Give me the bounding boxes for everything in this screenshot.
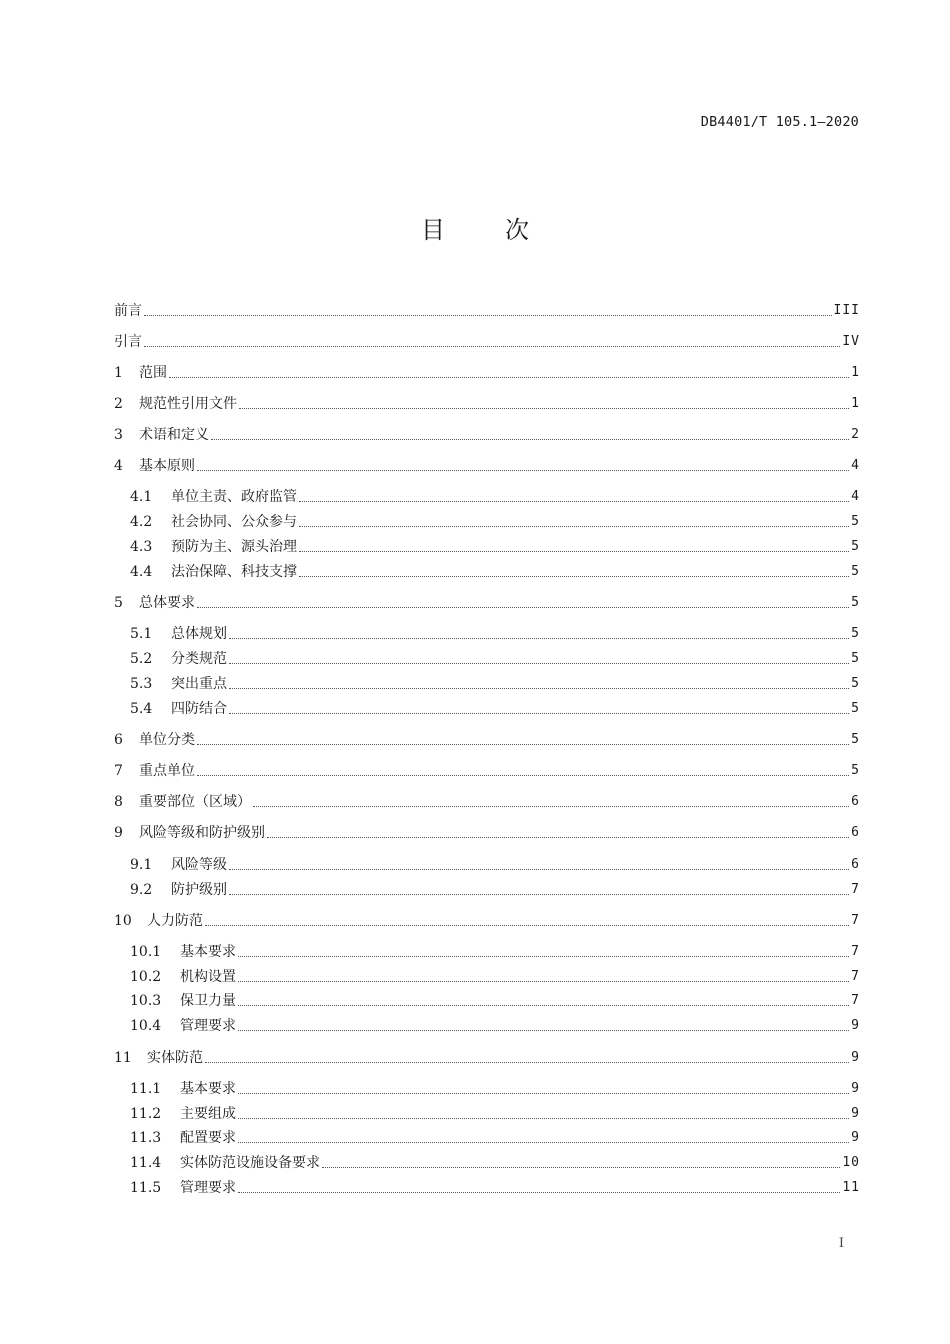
toc-entry-label: 规范性引用文件	[139, 396, 237, 412]
footer-page-number: I	[838, 1236, 844, 1251]
toc-entry-label: 社会协同、公众参与	[171, 514, 297, 530]
toc-entry-page: 5	[851, 676, 860, 691]
toc-entry-number: 11.1	[130, 1081, 162, 1097]
toc-entry-page: III	[833, 303, 860, 318]
toc-entry-page: 1	[851, 396, 860, 411]
toc-entry-label: 重要部位（区域）	[139, 794, 251, 810]
toc-dot-leader	[229, 688, 849, 689]
toc-entry[interactable]	[114, 792, 860, 812]
toc-entry-page: 5	[851, 626, 860, 641]
toc-entry[interactable]	[114, 593, 860, 613]
toc-dot-leader	[299, 551, 849, 552]
toc-entry[interactable]	[130, 1104, 860, 1124]
toc-dot-leader	[299, 526, 849, 527]
toc-entry[interactable]	[114, 425, 860, 445]
toc-entry-label: 单位主责、政府监管	[171, 489, 297, 505]
toc-entry[interactable]	[130, 1079, 860, 1099]
toc-dot-leader	[238, 1192, 840, 1193]
toc-entry[interactable]	[114, 301, 860, 321]
toc-entry-number: 10.3	[130, 993, 162, 1009]
toc-dot-leader	[253, 806, 849, 807]
toc-entry[interactable]	[130, 624, 860, 644]
toc-entry[interactable]	[130, 512, 860, 532]
toc-entry-label: 风险等级和防护级别	[139, 825, 265, 841]
toc-entry-page: 6	[851, 825, 860, 840]
toc-entry-label: 突出重点	[171, 676, 227, 692]
toc-entry-label: 管理要求	[180, 1180, 236, 1196]
toc-dot-leader	[299, 576, 849, 577]
toc-entry-page: 7	[851, 969, 860, 984]
toc-entry-page: 2	[851, 427, 860, 442]
toc-entry-page: 5	[851, 539, 860, 554]
toc-entry-label: 实体防范	[147, 1050, 203, 1066]
toc-entry-page: 7	[851, 882, 860, 897]
toc-entry-number: 4.2	[130, 514, 153, 530]
toc-dot-leader	[238, 1093, 849, 1094]
toc-entry-number: 11.4	[130, 1155, 162, 1171]
toc-entry-page: 9	[851, 1130, 860, 1145]
toc-entry-page: 4	[851, 489, 860, 504]
toc-entry[interactable]	[114, 363, 860, 383]
toc-dot-leader	[229, 869, 849, 870]
toc-dot-leader	[205, 1062, 849, 1063]
toc-entry-number: 5.1	[130, 626, 153, 642]
toc-entry-number: 9	[114, 825, 123, 841]
toc-entry-page: 1	[851, 365, 860, 380]
toc-dot-leader	[197, 744, 849, 745]
toc-entry-number: 10.4	[130, 1018, 162, 1034]
toc-entry-label: 单位分类	[139, 732, 195, 748]
toc-entry-page: 9	[851, 1106, 860, 1121]
toc-entry-label: 前言	[114, 303, 142, 319]
toc-dot-leader	[229, 894, 849, 895]
toc-entry-page: 5	[851, 595, 860, 610]
toc-entry-number: 11.3	[130, 1130, 162, 1146]
toc-entry-page: 4	[851, 458, 860, 473]
toc-dot-leader	[144, 315, 832, 316]
toc-dot-leader	[238, 1118, 849, 1119]
toc-entry-label: 基本原则	[139, 458, 195, 474]
toc-entry-page: 5	[851, 763, 860, 778]
toc-entry-number: 4.1	[130, 489, 153, 505]
toc-dot-leader	[267, 837, 849, 838]
toc-dot-leader	[211, 439, 849, 440]
toc-entry[interactable]	[130, 880, 860, 900]
toc-entry-label: 防护级别	[171, 882, 227, 898]
toc-dot-leader	[229, 713, 849, 714]
toc-entry[interactable]	[130, 1153, 860, 1173]
toc-entry[interactable]	[114, 1048, 860, 1068]
toc-entry-page: 9	[851, 1018, 860, 1033]
toc-entry[interactable]	[114, 456, 860, 476]
toc-entry-number: 10.2	[130, 969, 162, 985]
toc-entry-number: 9.1	[130, 857, 153, 873]
toc-entry-label: 管理要求	[180, 1018, 236, 1034]
toc-entry-number: 11.5	[130, 1180, 162, 1196]
toc-dot-leader	[205, 925, 849, 926]
page-title: 目次	[421, 216, 589, 244]
toc-entry[interactable]	[130, 1128, 860, 1148]
toc-entry-number: 2	[114, 396, 123, 412]
toc-entry-label: 法治保障、科技支撑	[171, 564, 297, 580]
toc-entry[interactable]	[130, 991, 860, 1011]
toc-entry-label: 机构设置	[180, 969, 236, 985]
toc-dot-leader	[238, 956, 849, 957]
toc-entry-number: 4	[114, 458, 123, 474]
toc-dot-leader	[238, 1142, 849, 1143]
toc-entry-label: 总体规划	[171, 626, 227, 642]
toc-entry-label: 人力防范	[147, 913, 203, 929]
toc-entry-page: 6	[851, 857, 860, 872]
toc-entry[interactable]	[130, 942, 860, 962]
toc-entry-page: 5	[851, 732, 860, 747]
toc-entry-label: 基本要求	[180, 944, 236, 960]
toc-entry[interactable]	[114, 394, 860, 414]
toc-entry-page: 5	[851, 651, 860, 666]
toc-entry[interactable]	[130, 674, 860, 694]
toc-entry[interactable]	[130, 855, 860, 875]
toc-dot-leader	[197, 607, 849, 608]
toc-entry-number: 6	[114, 732, 123, 748]
toc-entry-page: 5	[851, 701, 860, 716]
toc-entry-label: 基本要求	[180, 1081, 236, 1097]
toc-entry-number: 4.4	[130, 564, 153, 580]
toc-entry-label: 风险等级	[171, 857, 227, 873]
toc-entry-label: 四防结合	[171, 701, 227, 717]
toc-entry-label: 范围	[139, 365, 167, 381]
toc-dot-leader	[238, 981, 849, 982]
toc-entry-number: 5	[114, 595, 123, 611]
toc-entry-number: 11.2	[130, 1106, 162, 1122]
toc-entry[interactable]	[114, 761, 860, 781]
toc-entry-page: 7	[851, 993, 860, 1008]
toc-entry[interactable]	[114, 332, 860, 352]
toc-entry-label: 总体要求	[139, 595, 195, 611]
toc-entry-number: 5.4	[130, 701, 153, 717]
toc-entry-number: 3	[114, 427, 123, 443]
toc-entry-page: 11	[842, 1180, 860, 1195]
toc-entry[interactable]	[130, 967, 860, 987]
toc-entry-label: 实体防范设施设备要求	[180, 1155, 320, 1171]
toc-entry-page: 5	[851, 514, 860, 529]
toc-entry-page: 10	[842, 1155, 860, 1170]
toc-entry[interactable]	[114, 730, 860, 750]
toc-entry-number: 5.2	[130, 651, 153, 667]
toc-entry-label: 预防为主、源头治理	[171, 539, 297, 555]
toc-entry-label: 重点单位	[139, 763, 195, 779]
toc-entry-number: 5.3	[130, 676, 153, 692]
toc-entry-number: 10.1	[130, 944, 162, 960]
toc-entry-number: 1	[114, 365, 123, 381]
toc-dot-leader	[229, 638, 849, 639]
toc-entry-number: 10	[114, 913, 132, 929]
toc-entry-number: 8	[114, 794, 123, 810]
toc-entry-number: 9.2	[130, 882, 153, 898]
toc-dot-leader	[144, 346, 840, 347]
toc-entry[interactable]	[130, 1016, 860, 1036]
toc-entry[interactable]	[130, 699, 860, 719]
toc-entry-page: 7	[851, 913, 860, 928]
toc-dot-leader	[229, 663, 849, 664]
toc-entry-label: 引言	[114, 334, 142, 350]
toc-entry-label: 保卫力量	[180, 993, 236, 1009]
toc-entry-number: 7	[114, 763, 123, 779]
toc-entry[interactable]	[130, 649, 860, 669]
toc-entry-page: 5	[851, 564, 860, 579]
document-code: DB4401/T 105.1—2020	[700, 114, 859, 130]
toc-entry-label: 主要组成	[180, 1106, 236, 1122]
toc-entry-page: 6	[851, 794, 860, 809]
toc-entry[interactable]	[114, 911, 860, 931]
toc-entry-number: 4.3	[130, 539, 153, 555]
toc-entry[interactable]	[114, 823, 860, 843]
toc-dot-leader	[197, 775, 849, 776]
toc-dot-leader	[239, 408, 849, 409]
toc-entry[interactable]	[130, 537, 860, 557]
toc-dot-leader	[238, 1005, 849, 1006]
toc-entry-label: 术语和定义	[139, 427, 209, 443]
toc-entry[interactable]	[130, 562, 860, 582]
toc-dot-leader	[197, 470, 849, 471]
toc-entry-label: 配置要求	[180, 1130, 236, 1146]
toc-dot-leader	[299, 501, 849, 502]
toc-entry-page: 9	[851, 1050, 860, 1065]
toc-dot-leader	[238, 1030, 849, 1031]
toc-entry[interactable]	[130, 487, 860, 507]
toc-entry-page: 7	[851, 944, 860, 959]
toc-entry-page: IV	[842, 334, 860, 349]
toc-entry-page: 9	[851, 1081, 860, 1096]
toc-dot-leader	[322, 1167, 840, 1168]
toc-entry-number: 11	[114, 1050, 132, 1066]
toc-entry[interactable]	[130, 1178, 860, 1198]
toc-entry-label: 分类规范	[171, 651, 227, 667]
toc-dot-leader	[169, 377, 849, 378]
